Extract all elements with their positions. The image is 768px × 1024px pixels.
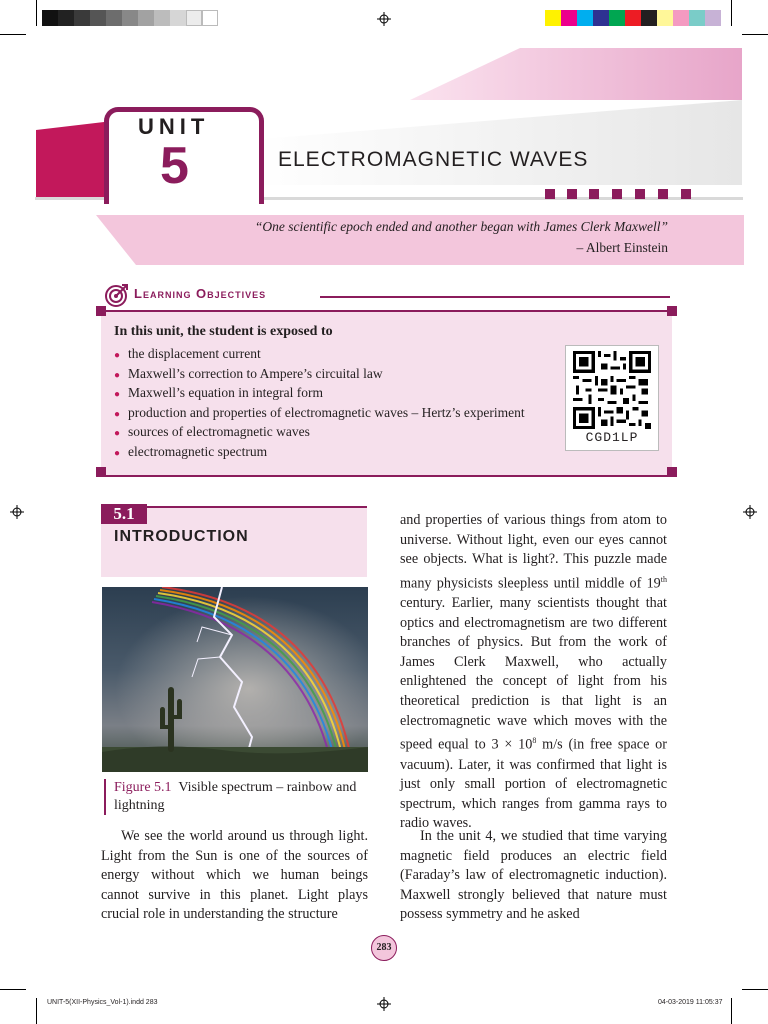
figure-label: Figure 5.1 [114, 780, 172, 795]
figure-photo-rainbow-lightning [102, 587, 368, 772]
objectives-intro: In this unit, the student is exposed to [114, 324, 333, 339]
crop-mark [742, 989, 768, 990]
list-item: ● electromagnetic spectrum [114, 443, 268, 459]
list-item: ● the displacement current [114, 346, 261, 361]
registration-target-icon [377, 12, 391, 26]
figure-caption [104, 779, 374, 815]
body-paragraph: We see the world around us through light. Light from the Sun is one of the sources of energy without which we human beings cannot survive in this planet. Light plays crucial role in understanding the structure [101, 828, 368, 923]
box-corner [667, 306, 677, 316]
registration-target-icon [10, 505, 24, 519]
crop-mark [36, 0, 37, 26]
qr-code-label: CGD1LP [585, 430, 639, 445]
crop-mark [731, 0, 732, 26]
footer-file-info: UNIT-5(XII-Physics_Vol-1).indd 283 [47, 999, 158, 1006]
box-corner [96, 467, 106, 477]
list-item: ● Maxwell’s equation in integral form [114, 385, 323, 401]
figure-caption-text: Visible spectrum – rainbow and lightning [114, 780, 357, 813]
crop-mark [0, 989, 26, 990]
list-item: ● production and properties of electromagnetic waves – Hertz’s experiment [114, 404, 525, 420]
list-item: ● sources of electromagnetic waves [114, 424, 310, 440]
crop-mark [742, 34, 768, 35]
box-corner [667, 467, 677, 477]
chapter-title: ELECTROMAGNETIC WAVES [278, 148, 589, 171]
body-paragraph: and properties of various things from atom to universe. Without light, even our eyes cannot see objects. What is light?. This puzzle made many physicists sleepless until middle of 19th century. Earlier, many scientists thought that optics and electromagnetism are two different branches of physics. But from the work of James Clerk Maxwell, who actually enlightened the concept of light from his theoretical prediction is that light is an electromagnetic wave which moves with the speed equal to $3 \times 10^8$ m/s (in free space or vacuum). Later, it was confirmed that light is just only small portion of electromagnetic spectrum, which ranges from gamma rays to radio waves. [400, 512, 667, 832]
registration-target-icon [377, 997, 391, 1011]
unit-number: 5 [160, 137, 189, 195]
target-icon [104, 282, 130, 308]
section-number: 5.1 [101, 504, 147, 524]
list-item: ● Maxwell’s correction to Ampere’s circuital law [114, 365, 383, 381]
section-title: INTRODUCTION [114, 528, 249, 545]
unit-label: UNIT [138, 114, 210, 139]
quote-text: “One scientific epoch ended and another began with James Clerk Maxwell” [254, 219, 668, 234]
body-paragraph: In the unit 4, we studied that time varying magnetic field produces an electric field (Faraday’s law of electromagnetic induction). Maxwell strongly believed that nature must possess symmetry and he asked [400, 828, 667, 923]
footer-timestamp: 04-03-2019 11:05:37 [658, 999, 723, 1006]
page-number: 283 [371, 935, 397, 961]
qr-pattern [573, 351, 651, 429]
crop-mark [0, 34, 26, 35]
crop-mark [36, 998, 37, 1024]
crop-mark [731, 998, 732, 1024]
objectives-list [114, 344, 525, 462]
heading-rule [320, 296, 670, 298]
qr-code[interactable] [565, 345, 659, 451]
box-corner [96, 306, 106, 316]
quote-author: – Albert Einstein [576, 240, 668, 255]
registration-target-icon [743, 505, 757, 519]
learning-objectives-heading: Learning Objectives [134, 286, 267, 301]
